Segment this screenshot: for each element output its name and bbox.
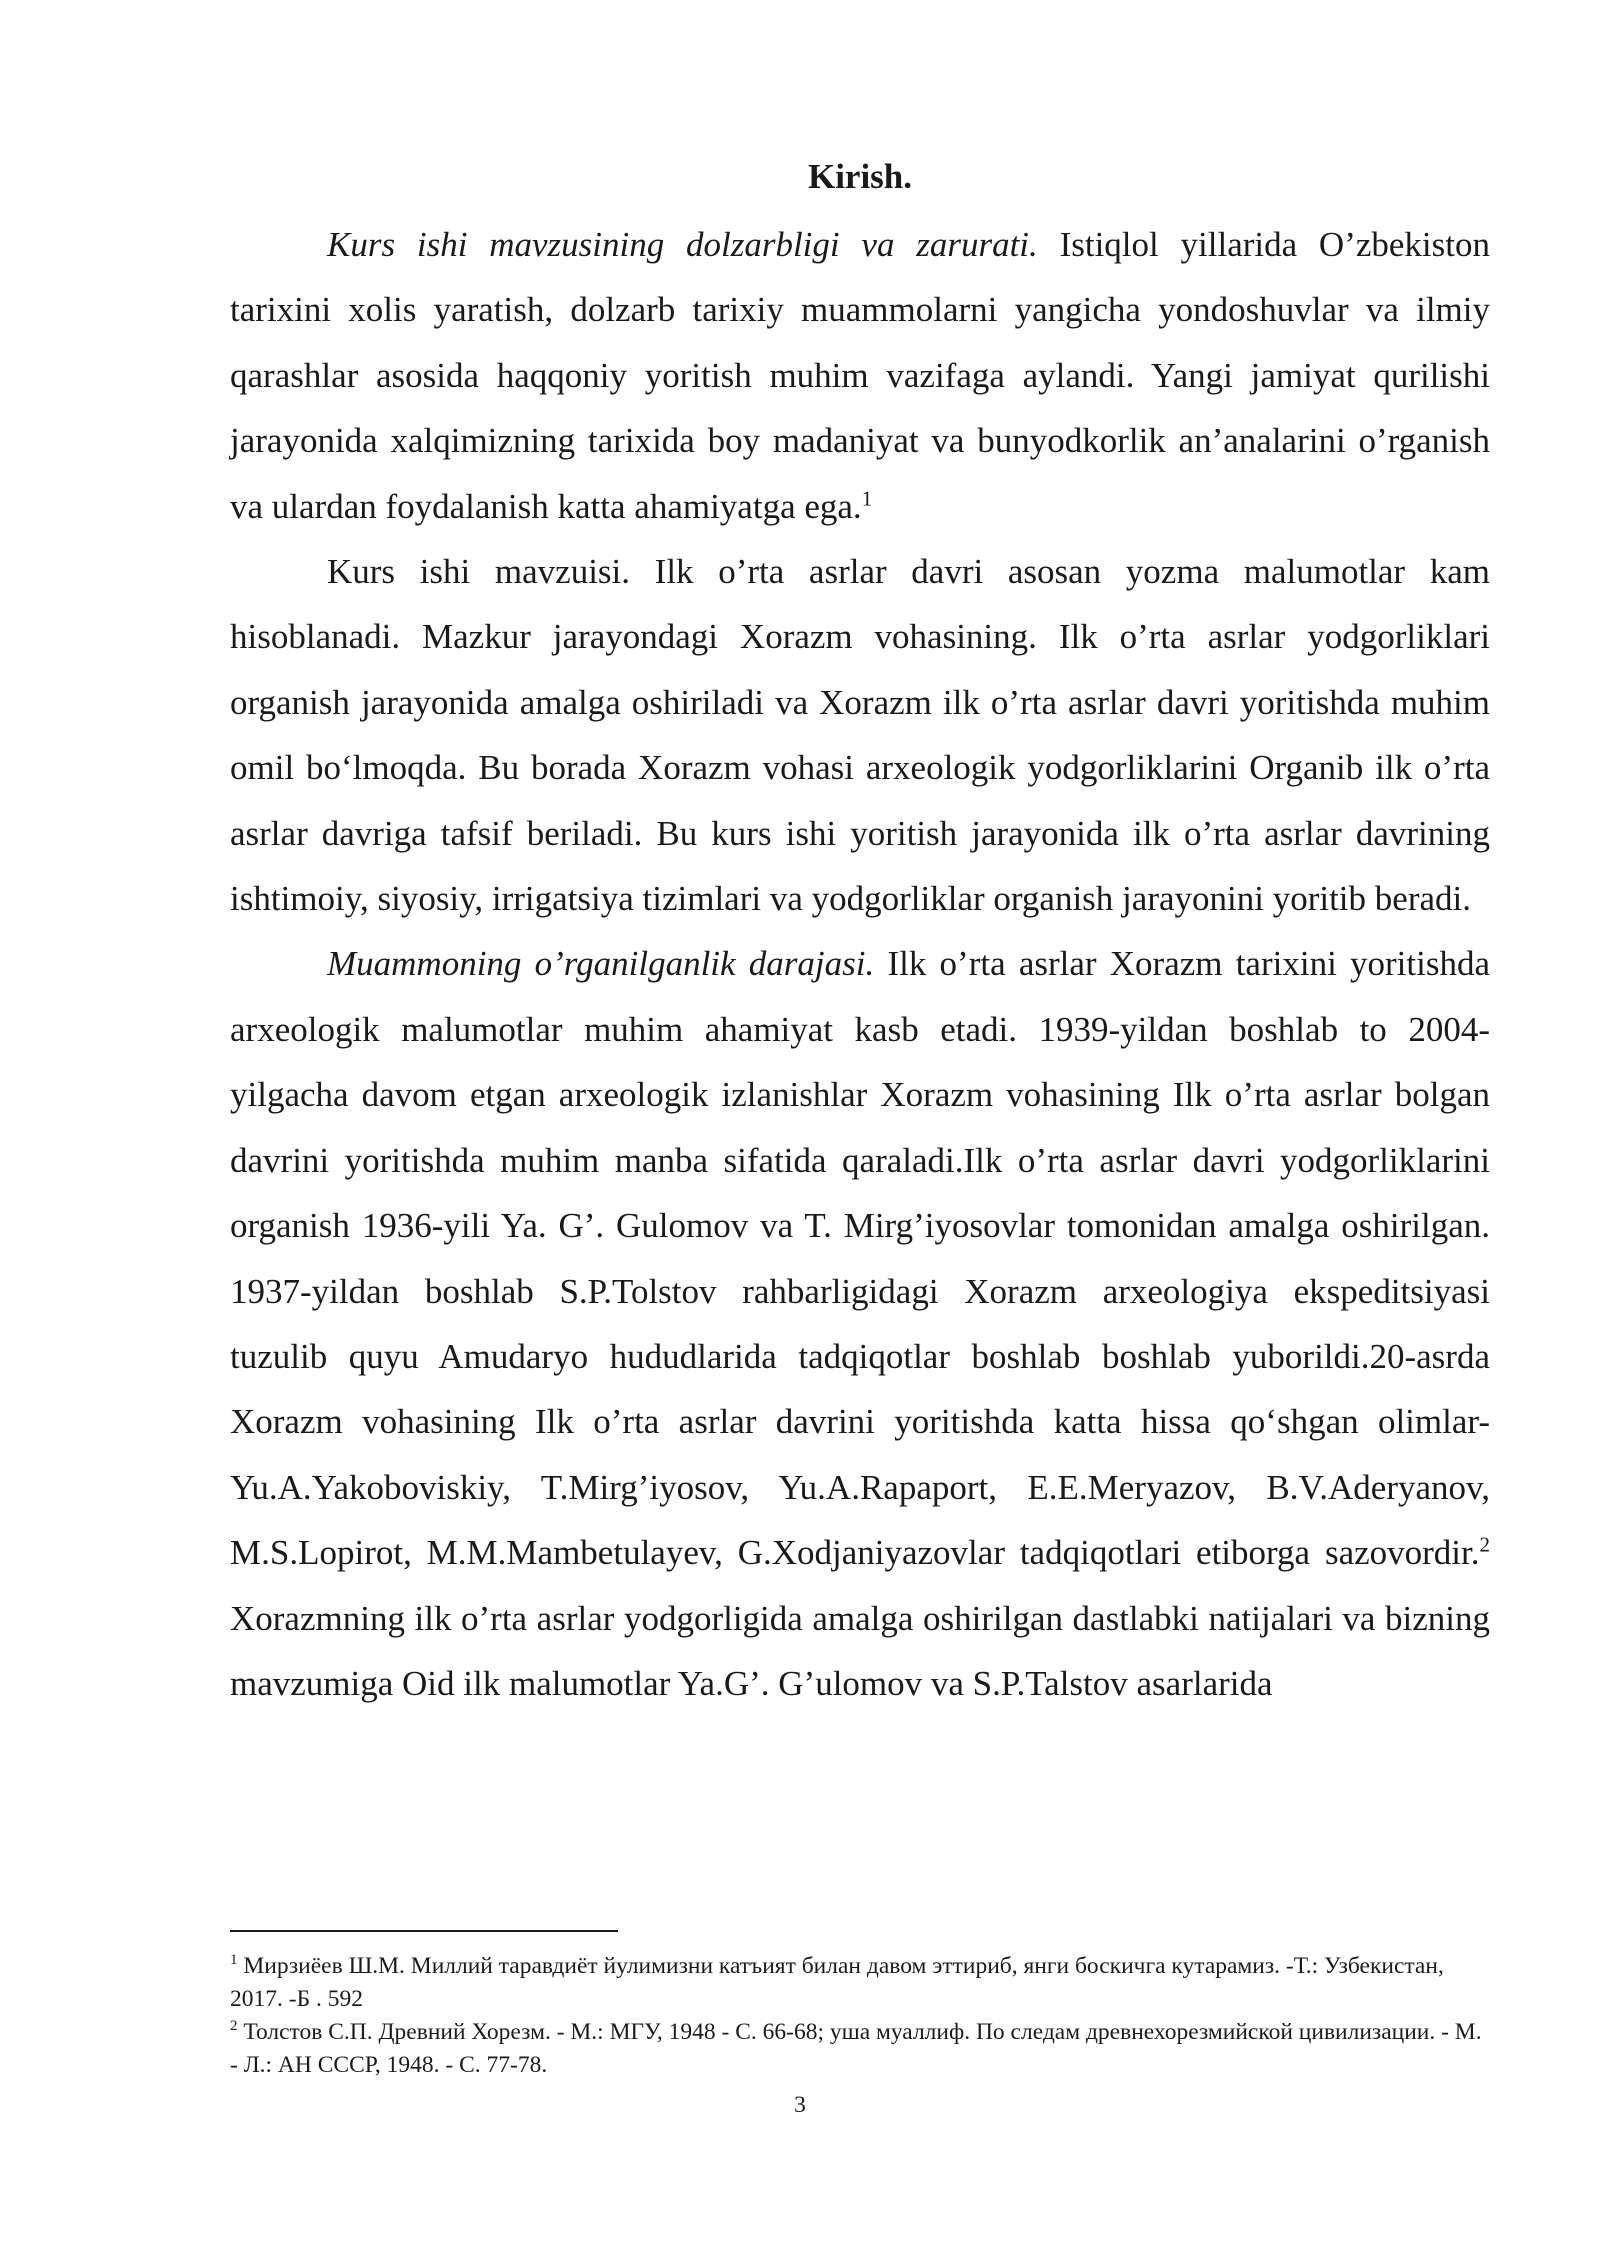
paragraph-text: Kurs ishi mavzuisi. Ilk o’rta asrlar davri asosan yozma malumotlar kam hisoblanadi. Mazkur jarayondagi Xorazm vohasining. Ilk o’rta asrlar yodgorliklari organish jarayonida amalga oshiriladi va Xorazm ilk o’rta asrlar davri yoritishda muhim omil bo‘lmoqda. Bu borada Xorazm vohasi arxeologik yodgorliklarini Organib ilk o’rta asrlar davriga tafsif beriladi. Bu kurs ishi yoritish jarayonida ilk o’rta asrlar davrining ishtimoiy, siyosiy, irrigatsiya tizimlari va yodgorliklar organish jarayonini yoritib beradi. bbox=[230, 552, 1490, 919]
footnote-text: Мирзиёев Ш.М. Миллий таравдиёт йулимизни катъият билан давом эттириб, янги боскичга кутарамиз. -Т.: Узбекистан, 2017. -Б . 592 bbox=[230, 1953, 1444, 2012]
footnote-number: 2 bbox=[230, 2018, 238, 2035]
footnote-2 bbox=[230, 2016, 1490, 2082]
footnote-ref[interactable]: 2 bbox=[1479, 1532, 1490, 1557]
paragraph-lead: Muammoning o’rganilganlik darajasi. bbox=[327, 944, 875, 984]
footnote-text: Толстов С.П. Древний Хорезм. - М.: МГУ, 1948 - С. 66-68; уша муаллиф. По следам древнехорезмийской цивилизации. - М. - Л.: АН СССР, 1948. - С. 77-78. bbox=[230, 2019, 1482, 2078]
footnote-divider bbox=[230, 1930, 618, 1932]
footnote-1 bbox=[230, 1950, 1490, 2016]
paragraph-text: Ilk o’rta asrlar Xorazm tarixini yoritishda arxeologik malumotlar muhim ahamiyat kasb etadi. 1939-yildan boshlab to 2004-yilgacha davom etgan arxeologik izlanishlar Xorazm vohasining Ilk o’rta asrlar bolgan davrini yoritishda muhim manba sifatida qaraladi.Ilk o’rta asrlar davri yodgorliklarini organish 1936-yili Ya. G’. Gulomov va T. Mirg’iyosovlar tomonidan amalga oshirilgan. 1937-yildan boshlab S.P.Tolstov rahbarligidagi Xorazm arxeologiya ekspeditsiyasi tuzulib quyu Amudaryo hududlarida tadqiqotlar boshlab boshlab yuborildi.20-asrda Xorazm vohasining Ilk o’rta asrlar davrini yoritishda katta hissa qo‘shgan olimlar-Yu.A.Yakoboviskiy, T.Mirg’iyosov, Yu.A.Rapaport, E.E.Meryazov, B.V.Aderyanov, M.S.Lopirot, M.M.Mambetulayev, G.Xodjaniyazovlar tadqiqotlari etiborga sazovordir. bbox=[230, 944, 1490, 1573]
footnote-ref[interactable]: 1 bbox=[861, 485, 873, 510]
page-number: 3 bbox=[794, 2092, 806, 2118]
page-body bbox=[230, 150, 1490, 1716]
paragraph-topic bbox=[230, 539, 1490, 931]
paragraph-relevance bbox=[230, 212, 1490, 539]
footnote-number: 1 bbox=[230, 1952, 238, 1969]
paragraph-study-level bbox=[230, 931, 1490, 1716]
paragraph-text: Istiqlol yillarida O’zbekiston tarixini xolis yaratish, dolzarb tarixiy muammolarni yangicha yondoshuvlar va ilmiy qarashlar asosida haqqoniy yoritish muhim vazifaga aylandi. Yangi jamiyat qurilishi jarayonida xalqimizning tarixida boy madaniyat va bunyodkorlik an’analarini o’rganish va ulardan foydalanish katta ahamiyatga ega. bbox=[230, 225, 1490, 526]
paragraph-lead: Kurs ishi mavzusining dolzarbligi va zarurati. bbox=[327, 225, 1038, 264]
paragraph-text-continued: Xorazmning ilk o’rta asrlar yodgorligida amalga oshirilgan dastlabki natijalari va bizning mavzumiga Oid ilk malumotlar Ya.G’. G’ulomov va S.P.Talstov asarlarida bbox=[230, 1598, 1490, 1703]
page-title: Kirish. bbox=[807, 157, 913, 196]
footnotes-section bbox=[230, 1930, 1490, 2082]
